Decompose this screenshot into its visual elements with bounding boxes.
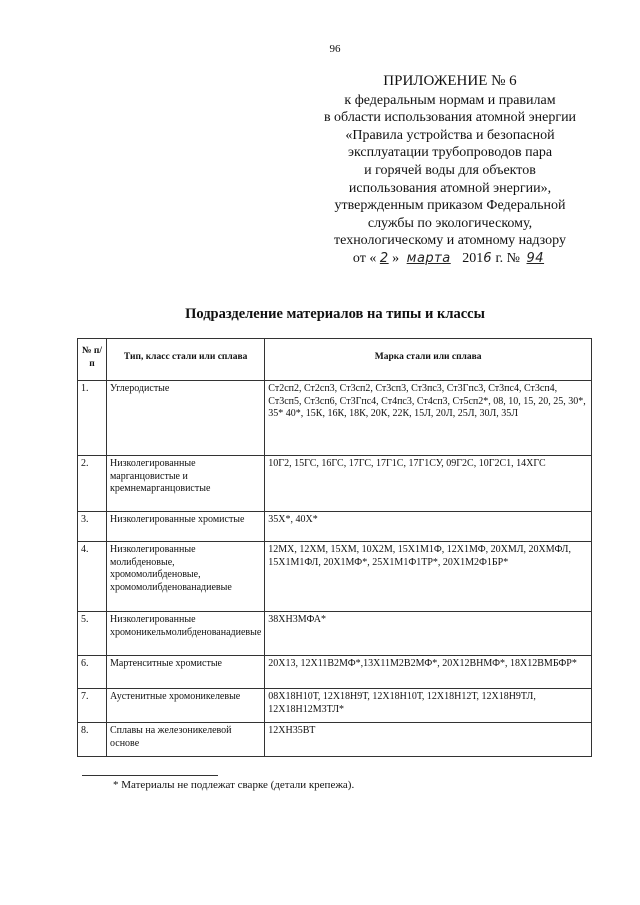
row-number: 8. xyxy=(78,723,107,757)
row-grades: 10Г2, 15ГС, 16ГС, 17ГС, 17Г1С, 17Г1СУ, 09Г2С, 10Г2С1, 14ХГС xyxy=(265,456,592,512)
appendix-line: «Правила устройства и безопасной xyxy=(345,127,555,143)
row-number: 6. xyxy=(78,656,107,689)
table-header-row xyxy=(78,339,592,381)
row-type: Низколегированные хромистые xyxy=(107,512,265,542)
appendix-line: к федеральным нормам и правилам xyxy=(344,92,556,108)
row-grades: 38ХН3МФА* xyxy=(265,612,592,656)
row-type: Мартенситные хромистые xyxy=(107,656,265,689)
row-grades: 12ХН35ВТ xyxy=(265,723,592,757)
row-number: 3. xyxy=(78,512,107,542)
table-row xyxy=(78,689,592,723)
order-year-prefix: 201 xyxy=(462,250,484,266)
header-number: № п/п xyxy=(78,339,107,381)
row-number: 4. xyxy=(78,542,107,612)
table-row xyxy=(78,381,592,456)
document-title: Подразделение материалов на типы и классы xyxy=(185,306,485,322)
order-year-suffix: г. № xyxy=(495,250,521,266)
appendix-line: утвержденным приказом Федеральной xyxy=(334,198,566,214)
row-type: Низколегированные молибденовые, хромомолибденовые, хромомолибденованадиевые xyxy=(107,542,265,612)
row-grades: 20Х13, 12Х11В2МФ*,13Х11М2В2МФ*, 20Х12ВНМФ*, 18Х12ВМБФР* xyxy=(265,656,592,689)
row-type: Низколегированные марганцовистые и кремнемарганцовистые xyxy=(107,456,265,512)
appendix-line: в области использования атомной энергии xyxy=(323,110,577,126)
appendix-line: и горячей воды для объектов xyxy=(364,162,536,178)
appendix-title: ПРИЛОЖЕНИЕ № 6 xyxy=(383,73,517,89)
order-number-handwritten: 94 xyxy=(526,250,545,266)
footnote-divider xyxy=(82,775,218,776)
row-grades: 35Х*, 40Х* xyxy=(265,512,592,542)
materials-table xyxy=(77,338,592,757)
order-date-line xyxy=(300,250,600,268)
appendix-line: службы по экологическому, xyxy=(367,215,533,231)
row-type: Низколегированные хромоникельмолибденованадиевые xyxy=(107,612,265,656)
order-prefix: от « xyxy=(352,250,377,266)
order-year-digit-handwritten: 6 xyxy=(483,250,492,266)
order-day-handwritten: 2 xyxy=(379,250,389,266)
appendix-block xyxy=(300,73,600,268)
table-row xyxy=(78,612,592,656)
table-row xyxy=(78,456,592,512)
table-row xyxy=(78,542,592,612)
header-grade: Марка стали или сплава xyxy=(265,339,592,381)
table-row xyxy=(78,512,592,542)
appendix-line: использования атомной энергии», xyxy=(348,180,552,196)
appendix-line: эксплуатации трубопроводов пара xyxy=(347,145,553,161)
row-type: Сплавы на железоникелевой основе xyxy=(107,723,265,757)
row-type: Углеродистые xyxy=(107,381,265,456)
page-number: 96 xyxy=(329,43,341,55)
row-number: 5. xyxy=(78,612,107,656)
appendix-line: технологическому и атомному надзору xyxy=(334,233,566,249)
row-number: 2. xyxy=(78,456,107,512)
table-row xyxy=(78,656,592,689)
row-number: 7. xyxy=(78,689,107,723)
row-type: Аустенитные хромоникелевые xyxy=(107,689,265,723)
row-grades: 12МХ, 12ХМ, 15ХМ, 10Х2М, 15Х1М1Ф, 12Х1МФ, 20ХМЛ, 20ХМФЛ, 15Х1М1ФЛ, 20Х1МФ*, 25Х1М1Ф1ТР*, 20Х1М2Ф1БР* xyxy=(265,542,592,612)
row-grades: Ст2сп2, Ст2сп3, Ст3сп2, Ст3сп3, Ст3пс3, Ст3Гпс3, Ст3пс4, Ст3сп4, Ст3сп5, Ст3сп6, Ст3Гпс4, Ст4пс3, Ст4сп3, Ст5сп2*, 08, 10, 15, 20, 25, 30*, 35* 40*, 15К, 16К, 18К, 20К, 22К, 15Л, 20Л, 25Л, 30Л, 35Л xyxy=(265,381,592,456)
footnote: * Материалы не подлежат сварке (детали крепежа). xyxy=(113,779,355,791)
order-month-handwritten: марта xyxy=(406,250,451,266)
row-number: 1. xyxy=(78,381,107,456)
table-row xyxy=(78,723,592,757)
header-type: Тип, класс стали или сплава xyxy=(107,339,265,381)
row-grades: 08Х18Н10Т, 12Х18Н9Т, 12Х18Н10Т, 12Х18Н12Т, 12Х18Н9ТЛ, 12Х18Н12М3ТЛ* xyxy=(265,689,592,723)
order-mid: » xyxy=(392,250,400,266)
